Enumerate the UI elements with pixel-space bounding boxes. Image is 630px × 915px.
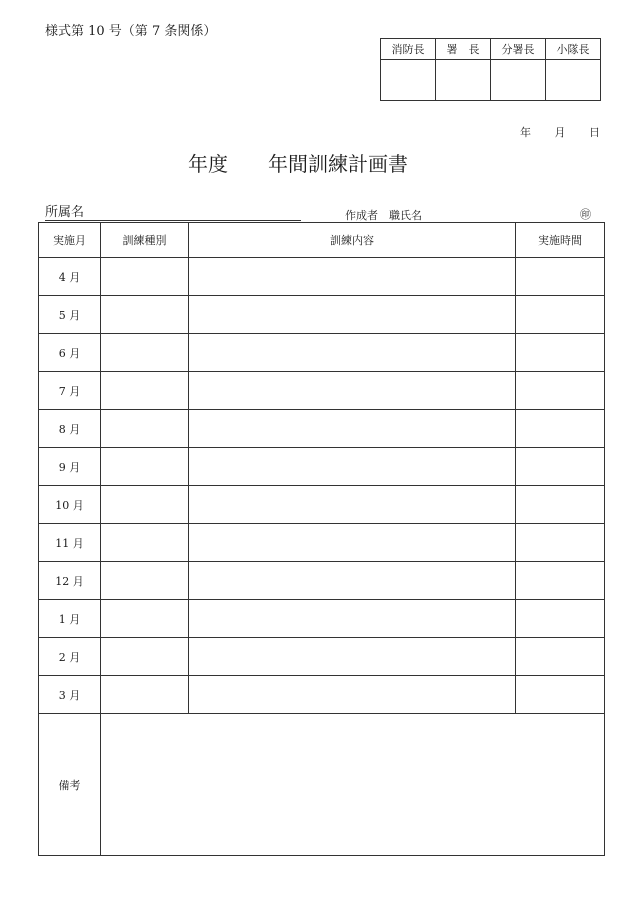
table-row — [39, 676, 605, 714]
approval-stamp-cell[interactable] — [546, 60, 601, 101]
approval-stamp-cell[interactable] — [381, 60, 436, 101]
approval-stamp-cell[interactable] — [491, 60, 546, 101]
approval-header-branch-chief: 分署長 — [491, 39, 546, 60]
table-row — [39, 638, 605, 676]
month-label: 6 月 — [39, 334, 101, 372]
table-row — [39, 486, 605, 524]
month-label: 11 月 — [39, 524, 101, 562]
training-content-cell[interactable] — [189, 600, 516, 638]
training-content-cell[interactable] — [189, 410, 516, 448]
duration-cell[interactable] — [516, 296, 605, 334]
month-label: 2 月 — [39, 638, 101, 676]
duration-cell[interactable] — [516, 486, 605, 524]
month-label: 9 月 — [39, 448, 101, 486]
training-type-cell[interactable] — [101, 600, 189, 638]
table-row — [39, 600, 605, 638]
training-content-cell[interactable] — [189, 676, 516, 714]
training-type-cell[interactable] — [101, 562, 189, 600]
remarks-row — [39, 714, 605, 856]
header-duration: 実施時間 — [516, 223, 605, 258]
month-label: 4 月 — [39, 258, 101, 296]
table-row — [39, 334, 605, 372]
training-content-cell[interactable] — [189, 524, 516, 562]
duration-cell[interactable] — [516, 562, 605, 600]
month-label: 1 月 — [39, 600, 101, 638]
training-type-cell[interactable] — [101, 676, 189, 714]
training-content-cell[interactable] — [189, 562, 516, 600]
duration-cell[interactable] — [516, 638, 605, 676]
duration-cell[interactable] — [516, 334, 605, 372]
duration-cell[interactable] — [516, 448, 605, 486]
duration-cell[interactable] — [516, 524, 605, 562]
header-training-type: 訓練種別 — [101, 223, 189, 258]
training-content-cell[interactable] — [189, 448, 516, 486]
month-label: 10 月 — [39, 486, 101, 524]
training-type-cell[interactable] — [101, 524, 189, 562]
table-row — [39, 296, 605, 334]
approval-header-squad-leader: 小隊長 — [546, 39, 601, 60]
table-row — [39, 562, 605, 600]
training-type-cell[interactable] — [101, 296, 189, 334]
duration-cell[interactable] — [516, 410, 605, 448]
training-type-cell[interactable] — [101, 258, 189, 296]
training-type-cell[interactable] — [101, 372, 189, 410]
page-title: 年度 年間訓練計画書 — [188, 152, 408, 176]
creator-label: 作成者 職氏名 — [345, 209, 422, 222]
training-content-cell[interactable] — [189, 334, 516, 372]
remarks-cell[interactable] — [101, 714, 605, 856]
approval-header-fire-chief: 消防長 — [381, 39, 436, 60]
table-row — [39, 372, 605, 410]
table-row — [39, 448, 605, 486]
approval-stamp-cell[interactable] — [436, 60, 491, 101]
date-line: 年 月 日 — [520, 126, 600, 139]
training-type-cell[interactable] — [101, 638, 189, 676]
month-label: 3 月 — [39, 676, 101, 714]
training-type-cell[interactable] — [101, 448, 189, 486]
affiliation-label: 所属名 — [45, 205, 85, 220]
training-content-cell[interactable] — [189, 372, 516, 410]
training-content-cell[interactable] — [189, 258, 516, 296]
month-label: 12 月 — [39, 562, 101, 600]
training-type-cell[interactable] — [101, 410, 189, 448]
duration-cell[interactable] — [516, 372, 605, 410]
table-row — [39, 524, 605, 562]
training-plan-table — [38, 222, 605, 856]
duration-cell[interactable] — [516, 676, 605, 714]
form-number: 様式第 10 号（第 7 条関係） — [45, 24, 217, 39]
training-type-cell[interactable] — [101, 486, 189, 524]
header-month: 実施月 — [39, 223, 101, 258]
training-type-cell[interactable] — [101, 334, 189, 372]
table-row — [39, 410, 605, 448]
month-label: 7 月 — [39, 372, 101, 410]
seal-mark: ㊞ — [580, 208, 591, 221]
approval-header-station-chief: 署 長 — [436, 39, 491, 60]
affiliation-field[interactable] — [45, 205, 301, 221]
month-label: 8 月 — [39, 410, 101, 448]
month-label: 5 月 — [39, 296, 101, 334]
training-content-cell[interactable] — [189, 296, 516, 334]
approval-stamp-table — [380, 38, 601, 101]
duration-cell[interactable] — [516, 258, 605, 296]
table-row — [39, 258, 605, 296]
remarks-label: 備考 — [39, 714, 101, 856]
training-content-cell[interactable] — [189, 486, 516, 524]
duration-cell[interactable] — [516, 600, 605, 638]
training-content-cell[interactable] — [189, 638, 516, 676]
header-training-content: 訓練内容 — [189, 223, 516, 258]
